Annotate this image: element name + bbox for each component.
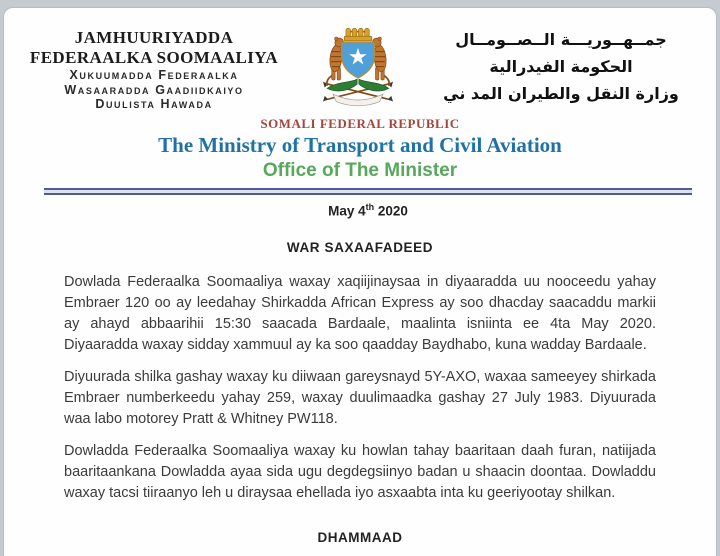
- republic-name-somali-line1: JAMHUURIYADDA: [74, 28, 234, 47]
- ministry-title: The Ministry of Transport and Civil Aviation: [158, 133, 562, 157]
- ministry-name-arabic: وزارة النقل والطيران المد ني: [443, 84, 679, 103]
- somalia-coat-of-arms-icon: [288, 20, 428, 120]
- paragraph-aircraft-details: Diyuurada shilka gashay waxay ku diiwaan gareysnayd 5Y-AXO, waxaa sameeyey shirkada Embraer numberkeedu yahay 259, waxay duulimaadka gashay 27 July 1983. Diyuurada waa labo motorey Pratt & Whitney PW118.: [64, 368, 656, 428]
- office-title: Office of The Minister: [262, 160, 458, 181]
- closing-word: DHAMMAAD: [317, 530, 403, 546]
- press-release-body: [64, 272, 656, 505]
- date-line: [12, 202, 717, 219]
- letterhead: [4, 8, 716, 112]
- aviation-line-somali: Duulista Hawada: [95, 97, 213, 111]
- federal-government-arabic: الحكومة الفيدرالية: [489, 57, 633, 76]
- republic-name-arabic: جمــهــوريـــة الــصــومــال: [455, 30, 667, 49]
- ministry-line-somali: Wasaaradda Gaadiidkaiyo: [64, 82, 244, 97]
- press-release-heading: WAR SAXAAFADEED: [286, 239, 434, 255]
- paragraph-crash-report: Dowlada Federaalka Soomaaliya waxay xaqiijinaysaa in diyaaradda uu nooceedu yahay Embraer 120 oo ay leedahay Shirkadda African Express ay soo dhacday saacaddu markii ay ahayd abbaarihii 15:30 saacada Bardaale, maalinta isniinta ee 4ta May 2020. Diyaaradda waxay sidday xammuul ay ka soo qaadday Baydhabo, kuna wadday Bardaale.: [64, 273, 656, 354]
- date-ordinal: th: [365, 202, 375, 212]
- double-rule-divider: [44, 188, 692, 195]
- government-line: Xukuumadda Federaalka: [69, 68, 239, 82]
- letterhead-somali: [20, 20, 288, 112]
- republic-title: SOMALI FEDERAL REPUBLIC: [260, 116, 460, 131]
- date-day: May 4: [328, 203, 366, 219]
- republic-name-somali-line2: FEDERAALKA SOOMAALIYA: [29, 48, 279, 67]
- date-year: 2020: [374, 203, 408, 219]
- document-page: [3, 7, 717, 556]
- letterhead-arabic: [428, 20, 702, 107]
- paragraph-investigation-condolences: Dowladda Federaalka Soomaaliya waxay ku howlan tahay baaritaan daah furan, natiijada baaritaankana Dowladda ayaa sida ugu degdegsiinyo badan u shaacin doontaa. Dowladdu waxay tacsi tiiraanyo leh u diraysaa ehellada iyo asxaabta inta ku geeriyootay shilkan.: [64, 442, 656, 502]
